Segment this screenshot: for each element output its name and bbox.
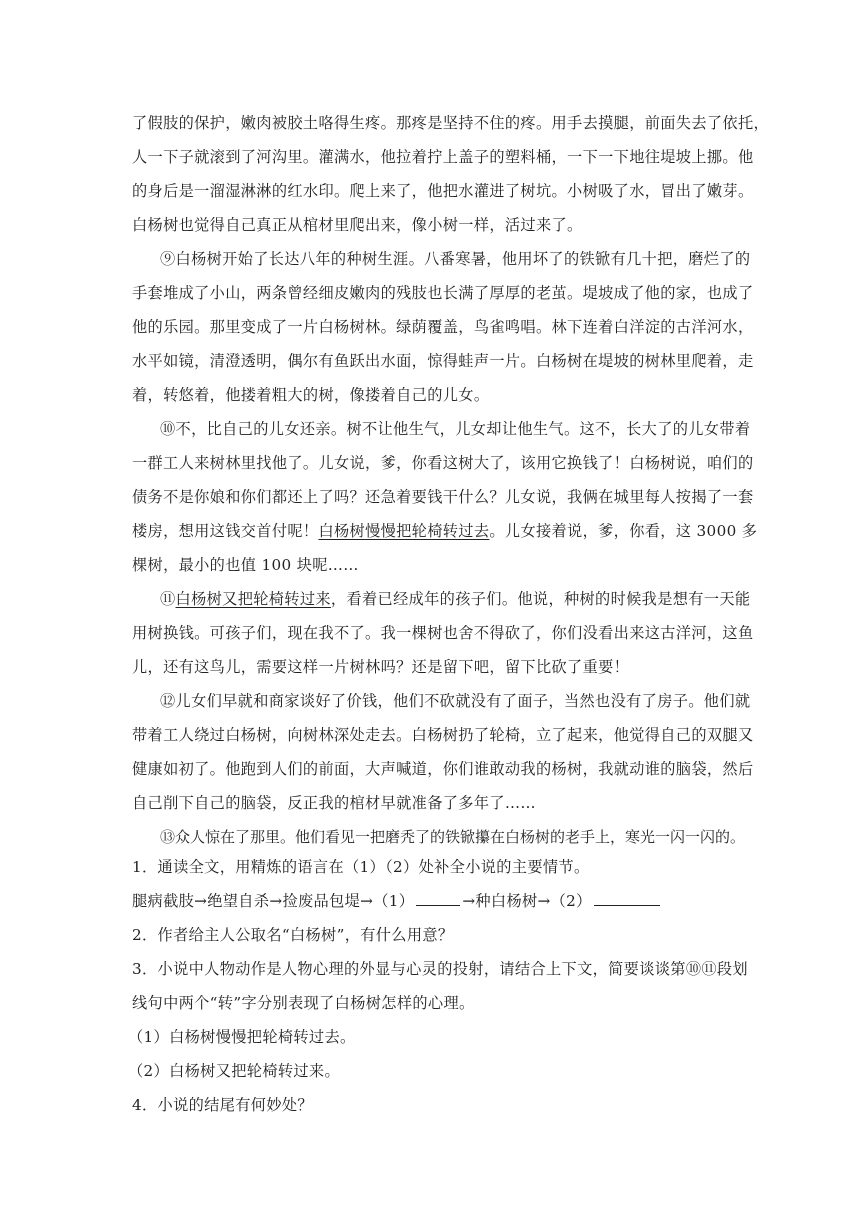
- p9-line-5: 着，转悠着，他搂着粗大的树，像搂着自己的儿女。: [132, 386, 490, 404]
- p10-line-1: ⑩不，比自己的儿女还亲。树不让他生气，儿女却让他生气。这不，长大了的儿女带着: [160, 420, 751, 438]
- question-4: 4．小说的结尾有何妙处？: [132, 1096, 313, 1114]
- answer-blank-2[interactable]: [594, 891, 660, 906]
- p12-line-1: ⑫儿女们早就和商家谈好了价钱，他们不砍就没有了面子，当然也没有了房子。他们就: [160, 692, 751, 710]
- question-3-sub-2: （2）白杨树又把轮椅转过来。: [128, 1062, 341, 1080]
- underlined-sentence-2: 白杨树又把轮椅转过来: [175, 590, 331, 608]
- p11-line-1-pre: ⑪: [160, 590, 176, 608]
- p10-line-3: 债务不是你娘和你们都还上了吗？还急着要钱干什么？儿女说，我俩在城里每人按揭了一套: [132, 488, 754, 506]
- question-3-line-2: 线句中两个“转”字分别表现了白杨树怎样的心理。: [132, 994, 475, 1012]
- p12-line-3: 健康如初了。他跑到人们的前面，大声喊道，你们谁敢动我的杨树，我就动谁的脑袋，然后: [132, 760, 754, 778]
- question-2: 2．作者给主人公取名“白杨树”，有什么用意？: [132, 926, 454, 944]
- p9-line-3: 他的乐园。那里变成了一片白杨树林。绿荫覆盖，鸟雀鸣唱。林下连着白洋淀的古洋河水，: [132, 318, 754, 336]
- p11-line-1: [160, 589, 750, 609]
- p8-line-2: 人一下子就滚到了河沟里。灌满水，他拉着拧上盖子的塑料桶，一下一下地往堤坡上挪。他: [132, 148, 754, 166]
- question-1: 1．通读全文，用精炼的语言在（1）（2）处补全小说的主要情节。: [132, 858, 590, 876]
- p10-line-4: [132, 521, 757, 541]
- p10-line-4-pre: 楼房，想用这钱交首付呢！: [132, 522, 319, 540]
- p9-line-4: 水平如镜，清澄透明，偶尔有鱼跃出水面，惊得蛙声一片。白杨树在堤坡的树林里爬着，走: [132, 352, 754, 370]
- answer-blank-1[interactable]: [416, 891, 460, 906]
- p11-line-1-post: ，看着已经成年的孩子们。他说，种树的时候我是想有一天能: [330, 590, 751, 608]
- p12-line-4: 自己削下自己的脑袋，反正我的棺材早就准备了多年了……: [132, 794, 536, 812]
- p11-line-2: 用树换钱。可孩子们，现在我不了。我一棵树也舍不得砍了，你们没看出来这古洋河，这鱼: [132, 624, 754, 642]
- p11-line-3: 儿，还有这鸟儿，需要这样一片树林吗？还是留下吧，留下比砍了重要！: [132, 658, 630, 676]
- flow-part-b: →种白杨树→（2）: [462, 892, 592, 910]
- p10-line-4-post: 。儿女接着说，爹，你看，这 3000 多: [489, 522, 758, 540]
- question-3-sub-1: （1）白杨树慢慢把轮椅转过去。: [128, 1028, 356, 1046]
- p10-line-2: 一群工人来树林里找他了。儿女说，爹，你看这树大了，该用它换钱了！白杨树说，咱们的: [132, 454, 754, 472]
- p9-line-2: 手套堆成了小山，两条曾经细皮嫩肉的残肢也长满了厚厚的老茧。堤坡成了他的家，也成了: [132, 284, 754, 302]
- p13-line-1: ⑬众人惊在了那里。他们看见一把磨秃了的铁锨攥在白杨树的老手上，寒光一闪一闪的。: [160, 828, 746, 846]
- p8-line-4: 白杨树也觉得自己真正从棺材里爬出来，像小树一样，活过来了。: [132, 216, 583, 234]
- flow-part-a: 腿病截肢→绝望自杀→捡废品包堤→（1）: [132, 892, 415, 910]
- p12-line-2: 带着工人绕过白杨树，向树林深处走去。白杨树扔了轮椅，立了起来，他觉得自己的双腿又: [132, 726, 754, 744]
- underlined-sentence-1: 白杨树慢慢把轮椅转过去: [318, 522, 490, 540]
- p8-line-3: 的身后是一溜湿淋淋的红水印。爬上来了，他把水灌进了树坑。小树吸了水，冒出了嫩芽。: [132, 182, 754, 200]
- p8-line-1: 了假肢的保护，嫩肉被胶土咯得生疼。那疼是坚持不住的疼。用手去摸腿，前面失去了依托，: [132, 114, 770, 132]
- question-3-line-1: 3．小说中人物动作是人物心理的外显与心灵的投射，请结合上下文，简要谈谈第⑩⑪段划: [132, 960, 748, 978]
- p10-line-5: 棵树，最小的也值 100 块呢……: [132, 556, 359, 574]
- question-1-flow: [132, 891, 662, 911]
- p9-line-1: ⑨白杨树开始了长达八年的种树生涯。八番寒暑，他用坏了的铁锨有几十把，磨烂了的: [160, 250, 751, 268]
